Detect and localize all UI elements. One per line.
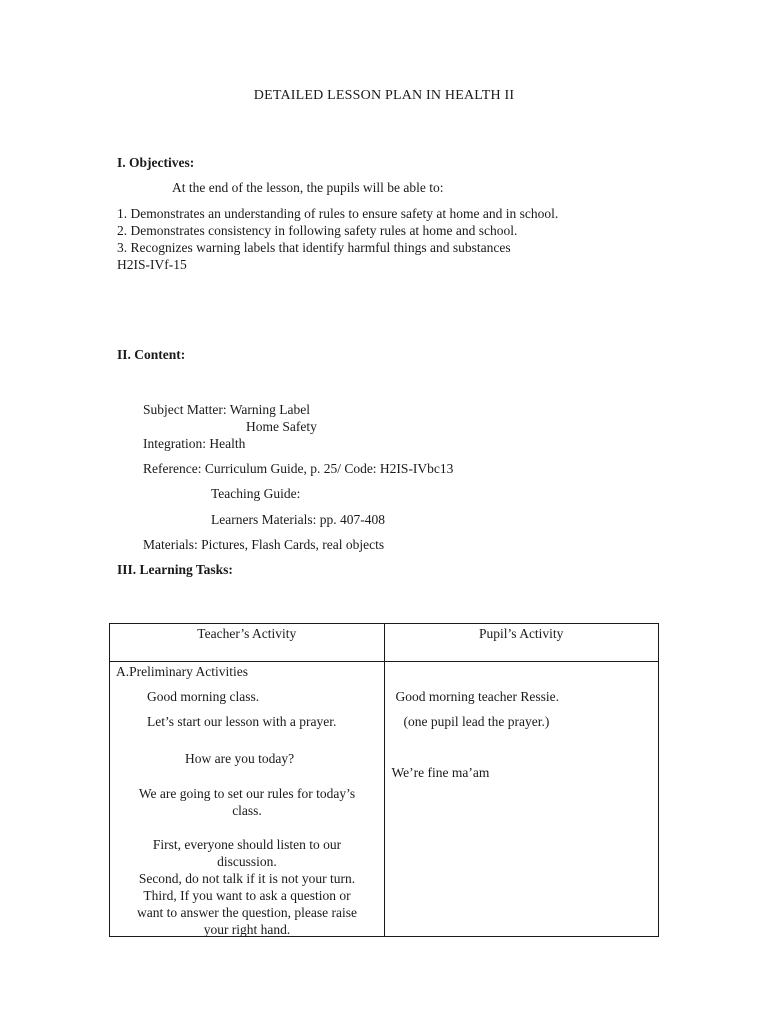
table-header-row <box>110 624 659 662</box>
pupil-activity-header-label: Pupil’s Activity <box>479 626 564 641</box>
learning-tasks-heading: III. Learning Tasks: <box>117 562 233 577</box>
pupil-greeting: Good morning teacher Ressie. <box>395 689 559 704</box>
rules-intro-line-2: class. <box>232 803 262 818</box>
rule-3-line-2: want to answer the question, please raise <box>136 905 358 920</box>
rule-2: Second, do not talk if it is not your turn. <box>138 871 356 886</box>
pupil-fine: We’re fine ma’am <box>391 765 490 780</box>
rule-1-line-1: First, everyone should listen to our <box>152 837 342 852</box>
objectives-heading: I. Objectives: <box>117 155 195 170</box>
teacher-prayer: Let’s start our lesson with a prayer. <box>147 714 337 729</box>
rule-3-line-1: Third, If you want to ask a question or <box>143 888 351 903</box>
materials: Materials: Pictures, Flash Cards, real objects <box>143 537 385 552</box>
teaching-guide: Teaching Guide: <box>211 486 301 501</box>
teacher-how-are-you: How are you today? <box>185 751 295 766</box>
pupil-prayer: (one pupil lead the prayer.) <box>403 714 550 729</box>
teacher-activity-header <box>110 624 385 662</box>
teacher-activity-cell <box>110 662 385 937</box>
table-row <box>110 662 659 937</box>
objective-item-2: 2. Demonstrates consistency in following safety rules at home and school. <box>117 223 518 238</box>
rule-3-line-3: your right hand. <box>203 922 291 937</box>
rules-intro-line-1: We are going to set our rules for today’s <box>138 786 356 801</box>
rule-1-line-2: discussion. <box>217 854 277 869</box>
reference: Reference: Curriculum Guide, p. 25/ Code: H2IS-IVbc13 <box>143 461 454 476</box>
objectives-intro: At the end of the lesson, the pupils will be able to: <box>172 180 444 195</box>
subject-matter: Subject Matter: Warning Label <box>143 402 310 417</box>
teacher-greeting: Good morning class. <box>147 689 260 704</box>
teacher-activity-header-label: Teacher’s Activity <box>197 626 297 641</box>
learners-materials: Learners Materials: pp. 407-408 <box>211 512 385 527</box>
objective-item-1: 1. Demonstrates an understanding of rules to ensure safety at home and in school. <box>117 206 559 221</box>
subject-matter-2: Home Safety <box>246 419 317 434</box>
integration: Integration: Health <box>143 436 246 451</box>
teacher-rules-intro <box>110 785 384 819</box>
teacher-rules-list <box>110 836 384 938</box>
objective-item-3: 3. Recognizes warning labels that identify harmful things and substances <box>117 240 511 255</box>
content-heading: II. Content: <box>117 347 186 362</box>
pupil-activity-cell <box>384 662 659 937</box>
document-title: DETAILED LESSON PLAN IN HEALTH II <box>253 88 515 103</box>
learning-tasks-table <box>109 623 659 937</box>
preliminary-activities: A.Preliminary Activities <box>116 664 248 679</box>
pupil-activity-header <box>384 624 659 662</box>
objective-code: H2IS-IVf-15 <box>117 257 187 272</box>
